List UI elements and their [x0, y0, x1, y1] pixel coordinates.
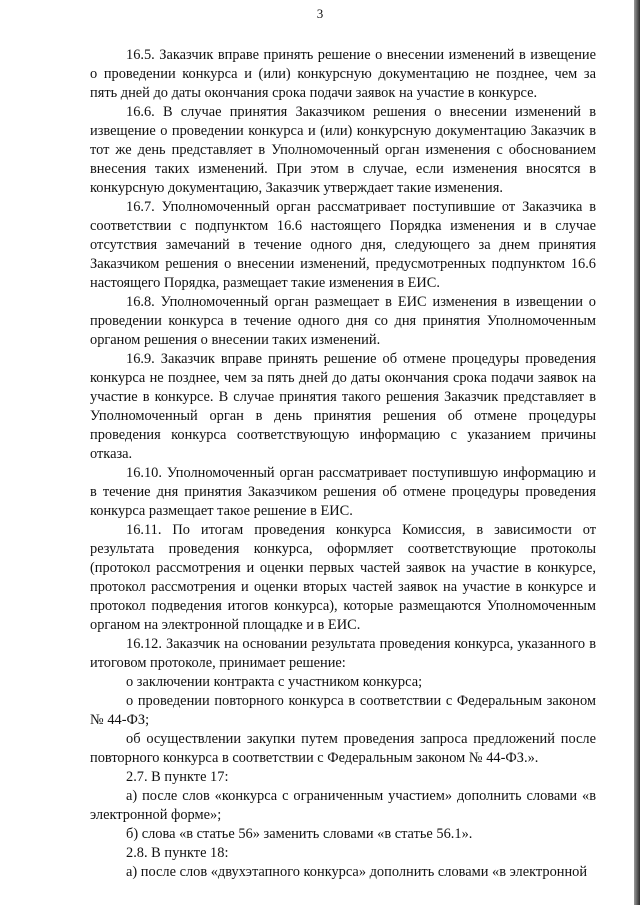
paragraph-16-12: 16.12. Заказчик на основании результата проведения конкурса, указанного в итоговом протоколе, принимает решение: [90, 636, 596, 671]
page-edge [634, 0, 640, 905]
list-item-2-7-a: а) после слов «конкурса с ограниченным участием» дополнить словами «в электронной форме»; [90, 788, 596, 823]
list-item-repeat-contest: о проведении повторного конкурса в соответствии с Федеральным законом № 44-ФЗ; [90, 693, 596, 728]
paragraph-16-10: 16.10. Уполномоченный орган рассматривает поступившую информацию и в течение дня принятия Заказчиком решения об отмене процедуры проведения конкурса размещает такое решение в ЕИС. [90, 465, 596, 519]
list-item-contract: о заключении контракта с участником конкурса; [126, 674, 423, 690]
list-item-2-7-b: б) слова «в статье 56» заменить словами «в статье 56.1». [126, 826, 473, 842]
paragraph-16-8: 16.8. Уполномоченный орган размещает в ЕИС изменения в извещении о проведении конкурса в течение одного дня со дня принятия Уполномоченным органом решения о внесении таких изменений. [90, 294, 596, 348]
paragraph-2-7: 2.7. В пункте 17: [126, 769, 229, 785]
paragraph-16-9: 16.9. Заказчик вправе принять решение об отмене процедуры проведения конкурса не позднее, чем за пять дней до даты окончания срока подачи заявок на участие в конкурсе. В случае принятия такого решения Заказчик представляет в Уполномоченный орган в день принятия решения об отмене процедуры проведения конкурса соответствующую информацию с указанием причины отказа. [90, 351, 596, 462]
document-body [90, 46, 596, 882]
paragraph-16-6: 16.6. В случае принятия Заказчиком решения о внесении изменений в извещение о проведении конкурса и (или) конкурсную документацию Заказчик в тот же день представляет в Уполномоченный орган изменения с обоснованием внесения таких изменений. При этом в случае, если изменения вносятся в конкурсную документацию, Заказчик утверждает такие изменения. [90, 104, 596, 196]
paragraph-2-8: 2.8. В пункте 18: [126, 845, 229, 861]
paragraph-16-5: 16.5. Заказчик вправе принять решение о внесении изменений в извещение о проведении конкурса и (или) конкурсную документацию не позднее, чем за пять дней до даты окончания срока подачи заявок на участие в конкурсе. [90, 47, 596, 101]
list-item-2-8-a: а) после слов «двухэтапного конкурса» дополнить словами «в электронной [126, 864, 588, 880]
paragraph-16-11: 16.11. По итогам проведения конкурса Комиссия, в зависимости от результата проведения конкурса, оформляет соответствующие протоколы (протокол рассмотрения и оценки первых частей заявок на участие в конкурсе, протокол рассмотрения и оценки вторых частей заявок на участие в конкурсе и протокол подведения итогов конкурса), которые размещаются Уполномоченным органом на электронной площадке и в ЕИС. [90, 522, 596, 633]
page-number: 3 [316, 6, 324, 21]
paragraph-16-7: 16.7. Уполномоченный орган рассматривает поступившие от Заказчика в соответствии с подпунктом 16.6 настоящего Порядка изменения и в случае отсутствия замечаний в течение одного дня, следующего за днем принятия Заказчиком решения о внесении изменений, предусмотренных подпунктом 16.6 настоящего Порядка, размещает такие изменения в ЕИС. [90, 199, 596, 291]
list-item-request-proposals: об осуществлении закупки путем проведения запроса предложений после повторного конкурса в соответствии с Федеральным законом № 44-ФЗ.». [90, 731, 596, 766]
